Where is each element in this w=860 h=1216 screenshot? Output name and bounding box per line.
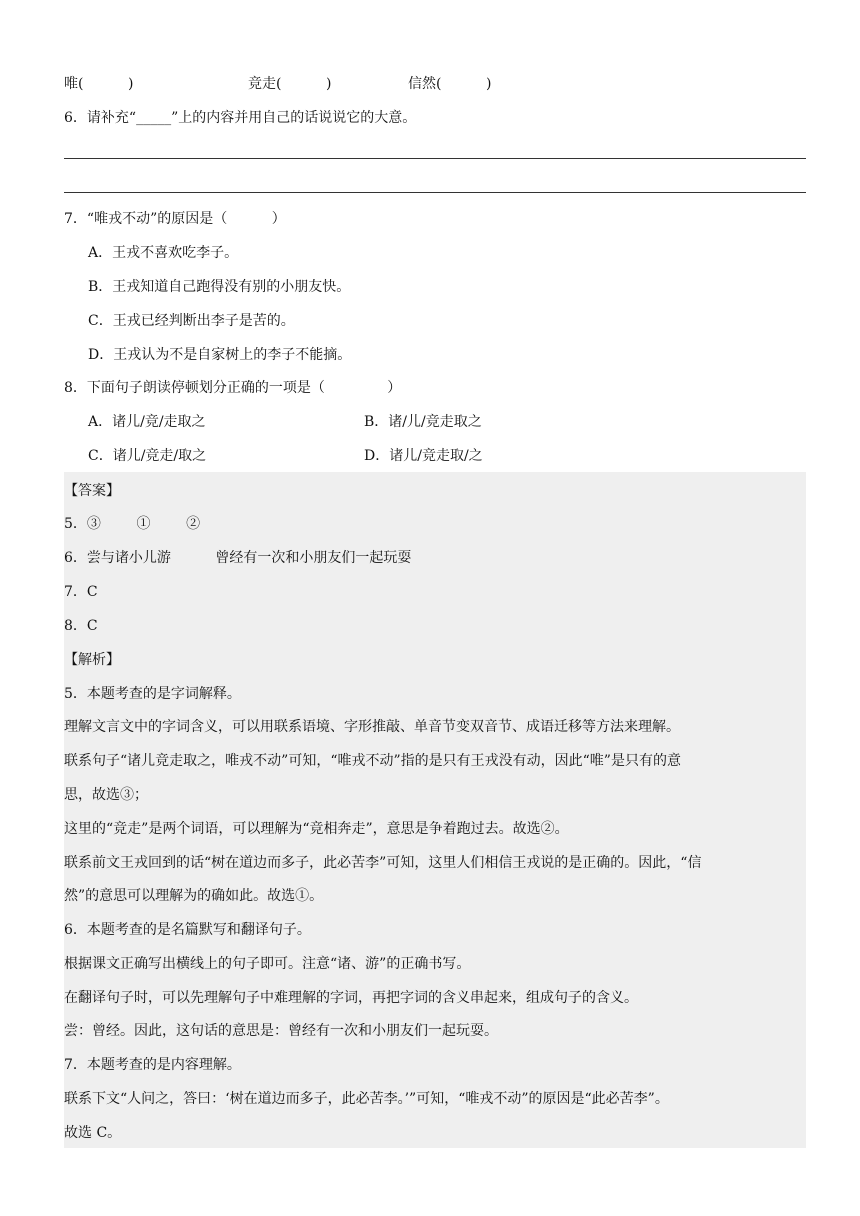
question-8: 8．下面句子朗读停顿划分正确的一项是（ ）: [64, 380, 402, 396]
analysis-line: 理解文言文中的字词含义，可以用联系语境、字形推敲、单音节变双音节、成语迁移等方法来理解。: [64, 719, 680, 735]
analysis-line: 联系前文王戎回到的话“树在道边而多子，此必苦李”可知，这里人们相信王戎说的是正确的。因此，“信: [64, 855, 702, 871]
analysis-line: 联系下文“人问之，答曰：‘树在道边而多子，此必苦李。’”可知，“唯戎不动”的原因是“此必苦李”。: [64, 1091, 669, 1107]
q7-option-c: C．王戎已经判断出李子是苦的。: [88, 313, 295, 329]
answer-6: 6．尝与诸小儿游 曾经有一次和小朋友们一起玩耍: [64, 550, 412, 566]
analysis-line: 根据课文正确写出横线上的句子即可。注意“诸、游”的正确书写。: [64, 956, 471, 972]
q8-option-d: D．诸儿/竞走取/之: [364, 448, 483, 464]
analysis-line: 7．本题考查的是内容理解。: [64, 1057, 241, 1073]
answer-line-2[interactable]: [64, 192, 806, 193]
analysis-line: 思，故选③；: [64, 787, 148, 803]
analysis-line: 在翻译句子时，可以先理解句子中难理解的字词，再把字词的含义串起来，组成句子的含义。: [64, 990, 638, 1006]
q7-option-d: D．王戎认为不是自家树上的李子不能摘。: [88, 347, 352, 363]
question-6: 6．请补充“_____”上的内容并用自己的话说说它的大意。: [64, 110, 417, 126]
answer-line-1[interactable]: [64, 158, 806, 159]
q5-word-唯: 唯( ): [64, 76, 134, 92]
answer-7: 7．C: [64, 584, 98, 600]
q7-option-a: A．王戎不喜欢吃李子。: [88, 245, 239, 261]
analysis-line: 故选 C。: [64, 1125, 122, 1141]
answer-8: 8．C: [64, 618, 98, 634]
answer-header: 【答案】: [64, 483, 120, 499]
analysis-header: 【解析】: [64, 652, 120, 668]
q5-word-竞走: 竞走( ): [248, 76, 332, 92]
q8-option-a: A．诸儿/竞/走取之: [88, 414, 206, 430]
analysis-line: 5．本题考查的是字词解释。: [64, 686, 241, 702]
analysis-line: 联系句子“诸儿竞走取之，唯戎不动”可知，“唯戎不动”指的是只有王戎没有动，因此“唯”是只有的意: [64, 753, 681, 769]
q8-option-c: C．诸儿/竞走/取之: [88, 448, 207, 464]
answer-block-background: [64, 472, 806, 1148]
q7-option-b: B．王戎知道自己跑得没有别的小朋友快。: [88, 279, 351, 295]
q5-word-信然: 信然( ): [408, 76, 492, 92]
q8-option-b: B．诸/儿/竞走取之: [364, 414, 482, 430]
analysis-line: 这里的“竞走”是两个词语，可以理解为“竞相奔走”，意思是争着跑过去。故选②。: [64, 821, 569, 837]
answer-5: 5．③ ① ②: [64, 516, 201, 532]
question-7: 7．“唯戎不动”的原因是（ ）: [64, 211, 286, 227]
analysis-line: 6．本题考查的是名篇默写和翻译句子。: [64, 922, 311, 938]
analysis-line: 然”的意思可以理解为的确如此。故选①。: [64, 888, 324, 904]
analysis-line: 尝：曾经。因此，这句话的意思是：曾经有一次和小朋友们一起玩耍。: [64, 1023, 498, 1039]
